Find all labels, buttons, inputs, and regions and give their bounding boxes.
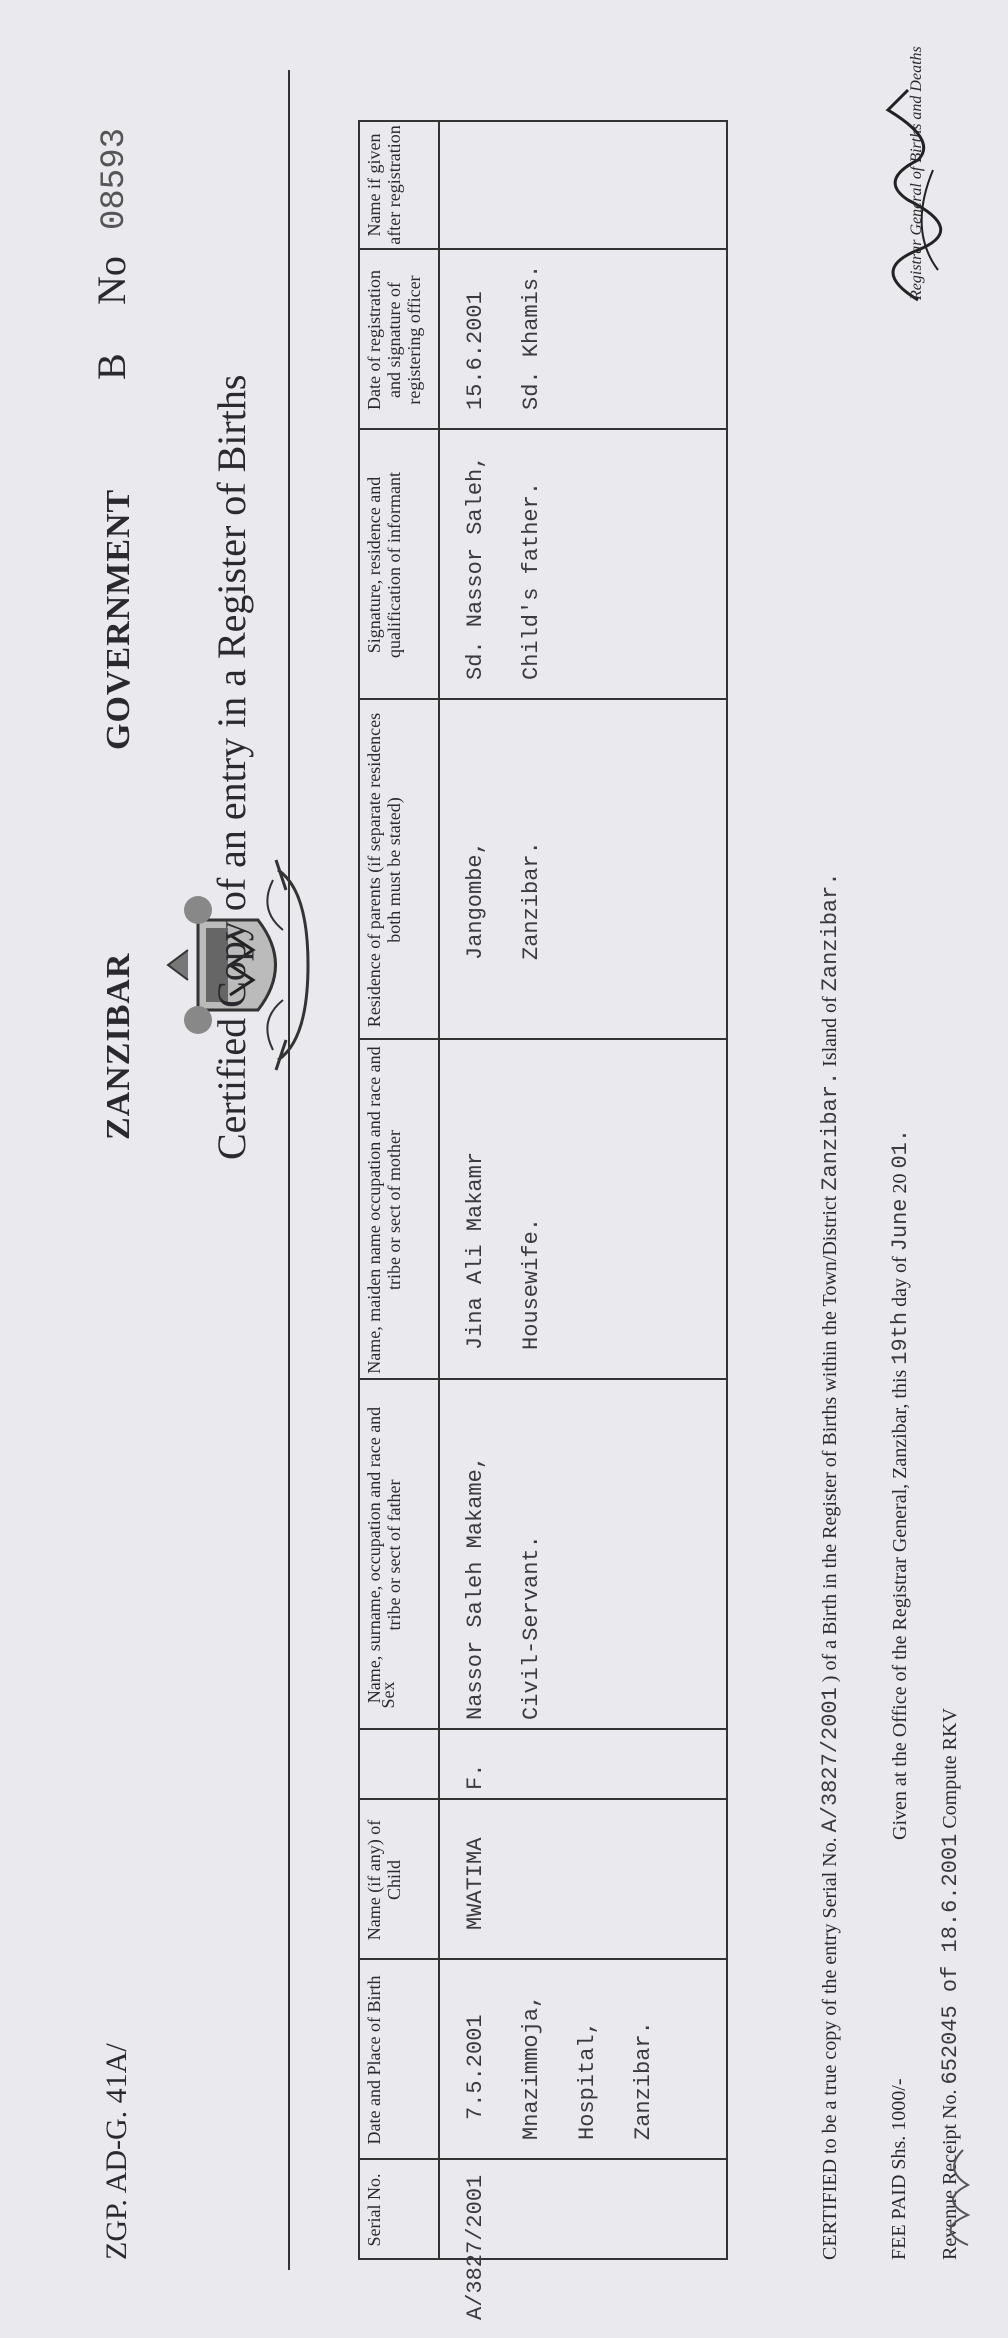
- col-rule: [358, 428, 728, 430]
- cell-mother: Jina Ali Makamr: [463, 1151, 488, 1350]
- column-header: Date and Place of Birth: [364, 1975, 384, 2145]
- cell-serial: A/3827/2001: [463, 2174, 488, 2320]
- register-table: [358, 120, 728, 2320]
- certified-mid: ) of a Birth in the Register of Births within the Town/District: [819, 1195, 841, 1683]
- year-prefix: 20: [889, 1173, 911, 1194]
- certified-prefix: CERTIFIED to be a true copy of the entry Serial No.: [819, 1837, 841, 2260]
- cell-father: Civil-Servant.: [519, 1535, 544, 1720]
- receipt-number: 652045 of 18.6.2001: [938, 1833, 963, 2085]
- given-statement: [888, 1129, 913, 1840]
- cell-registration-officer: Sd. Khamis.: [519, 264, 544, 410]
- col-rule: [358, 698, 728, 700]
- district: Zanzibar.: [818, 1071, 843, 1191]
- header-rule: [288, 70, 290, 2270]
- receipt-label: Revenue Receipt No.: [939, 2089, 961, 2260]
- col-rule: [358, 2158, 728, 2160]
- column-header: Serial No.: [364, 2173, 384, 2247]
- column-header: Name, maiden name occupation and race and tribe or sect of mother: [364, 1046, 404, 1374]
- given-year: 01.: [888, 1128, 913, 1169]
- cell-informant: Child's father.: [519, 481, 544, 680]
- column-header: Name if given after registration: [364, 125, 404, 245]
- fee-paid: FEE PAID Shs. 1000/-: [888, 2078, 910, 2260]
- col-rule: [358, 1038, 728, 1040]
- given-month: June: [888, 1198, 913, 1252]
- column-header: Signature, residence and qualification of informant: [364, 472, 404, 658]
- day-of-label: day of: [889, 1256, 911, 1307]
- compute-label: Compute: [939, 1755, 961, 1829]
- column-header: Date of registration and signature of registering officer: [364, 270, 424, 410]
- col-rule: [358, 1378, 728, 1380]
- column-header: Name, surname, occupation and race and tribe or sect of father: [364, 1406, 404, 1704]
- cell-mother: Housewife.: [519, 1217, 544, 1350]
- certified-serial: A/3827/2001: [818, 1687, 843, 1833]
- cell-place: Mnazimmoja,: [519, 1994, 544, 2140]
- col-rule: [358, 2258, 728, 2260]
- certification-statement: [818, 872, 843, 2260]
- col-rule: [358, 248, 728, 250]
- handwritten-initials-mark: [928, 2140, 988, 2250]
- cell-place: Zanzibar.: [631, 2021, 656, 2140]
- initials: RKV: [939, 1708, 961, 1751]
- cell-father: Nassor Saleh Makame,: [463, 1455, 488, 1720]
- cell-sex: F.: [463, 1763, 488, 1790]
- cell-child: MWATIMA: [463, 1837, 488, 1930]
- col-rule: [358, 1798, 728, 1800]
- table-top-rule: [358, 120, 360, 2260]
- serial-no-label: No: [89, 256, 134, 305]
- col-rule: [358, 1728, 728, 1730]
- government-label: GOVERNMENT: [100, 488, 137, 750]
- cell-informant: Sd. Nassor Saleh,: [463, 455, 488, 680]
- column-header: Residence of parents (if separate residences both must be stated): [364, 712, 404, 1028]
- col-rule: [358, 120, 728, 122]
- serial-series: B: [89, 353, 134, 380]
- table-bottom-rule: [726, 120, 728, 2260]
- birth-certificate: [48, 46, 978, 2320]
- column-header: Sex: [378, 1681, 398, 1709]
- island-label: Island of: [819, 996, 841, 1067]
- form-code: ZGP. AD-G. 41A/: [100, 2043, 133, 2260]
- cell-place: Hospital,: [575, 2021, 600, 2140]
- registrar-title: Registrar General of Births and Deaths: [908, 46, 925, 300]
- table-header-rule: [438, 120, 440, 2260]
- column-header: Name (if any) of Child: [364, 1819, 404, 1941]
- given-prefix: Given at the Office of the Registrar General, Zanzibar, this: [889, 1369, 911, 1840]
- col-rule: [358, 1958, 728, 1960]
- certificate-number: 08593: [96, 127, 134, 230]
- cell-date: 7.5.2001: [463, 2014, 488, 2120]
- island: Zanzibar.: [818, 872, 843, 992]
- document-title: Certified Copy of an entry in a Register of Births: [209, 374, 254, 1160]
- cell-registration-date: 15.6.2001: [463, 291, 488, 410]
- cell-residence: Jangombe,: [463, 841, 488, 960]
- given-day: 19th: [888, 1311, 913, 1365]
- country-name: ZANZIBAR: [100, 952, 137, 1140]
- cell-residence: Zanzibar.: [519, 841, 544, 960]
